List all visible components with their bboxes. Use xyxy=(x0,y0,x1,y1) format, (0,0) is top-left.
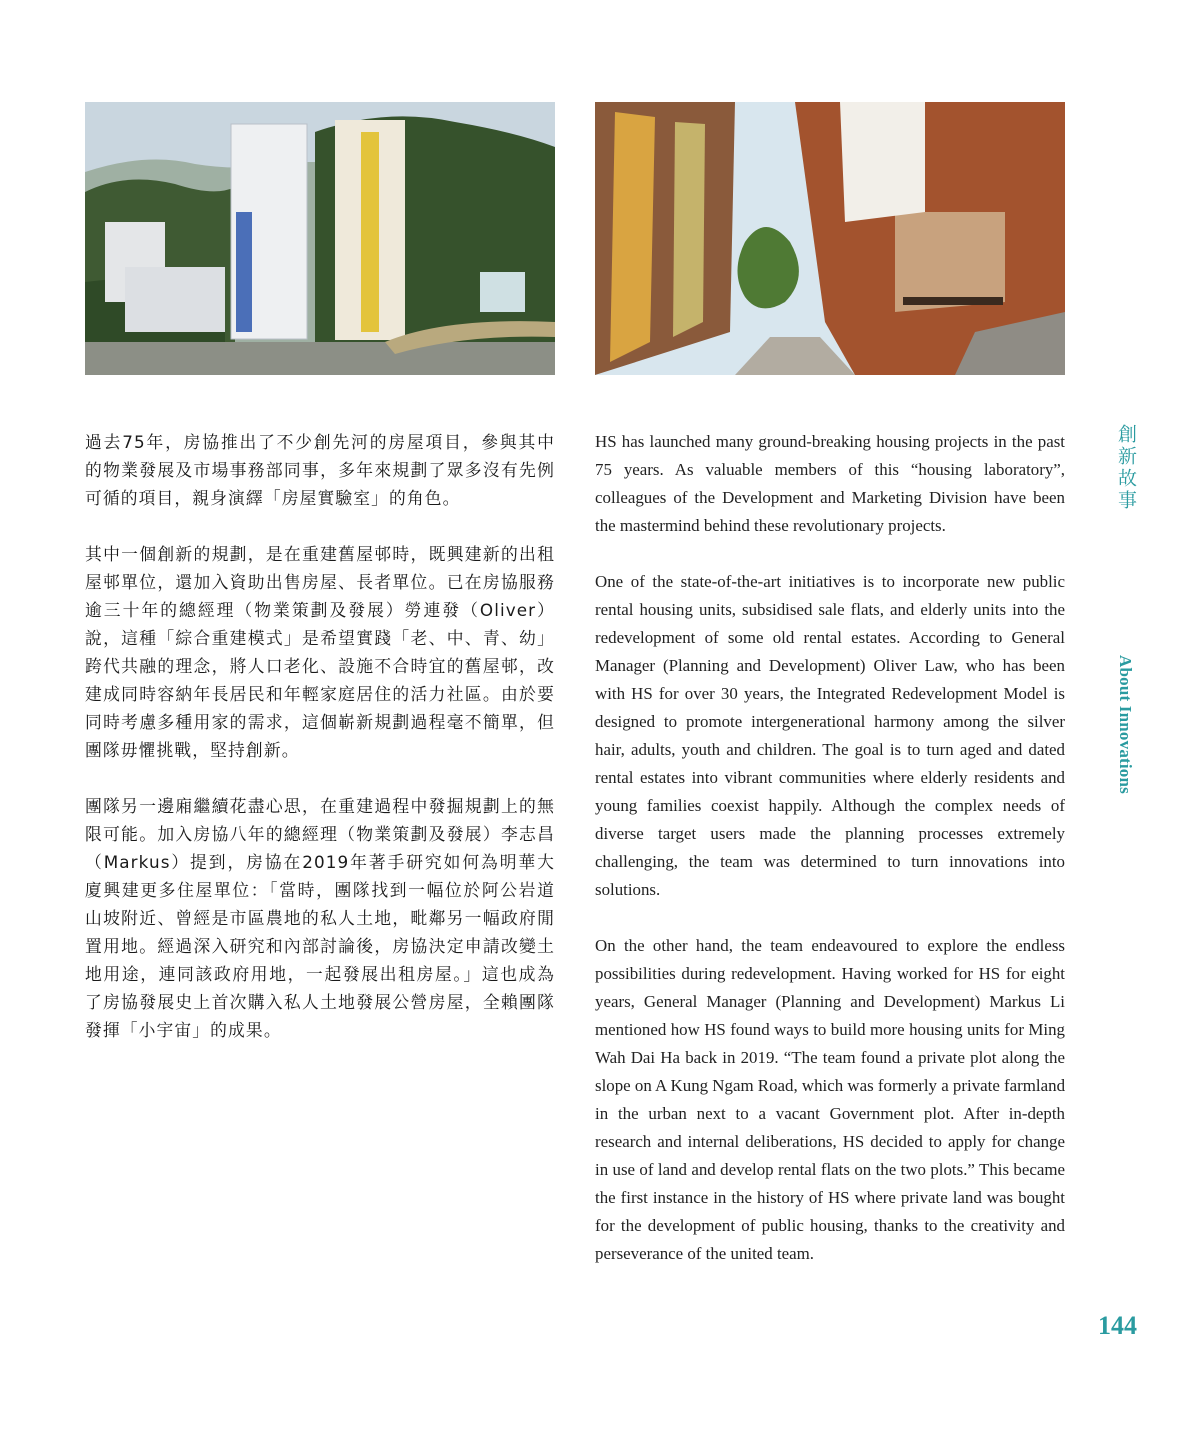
section-label-zh: 創新故事 xyxy=(1115,424,1137,512)
section-label-en: About Innovations xyxy=(1116,655,1135,794)
estate-courtyard-photo xyxy=(595,102,1065,375)
page-number: 144 xyxy=(1098,1311,1137,1340)
en-paragraph-1: HS has launched many ground-breaking housing projects in the past 75 years. As valuable members of this “housing laboratory”, colleagues of the Development and Marketing Division have been the mastermind behind these revolutionary projects. xyxy=(595,432,1065,535)
english-body-text xyxy=(595,428,1065,1296)
en-paragraph-2: One of the state-of-the-art initiatives is to incorporate new public rental housing units, subsidised sale flats, and elderly units into the redevelopment of some old rental estates. According to General Manager (Planning and Development) Oliver Law, who has been with HS for over 30 years, the Integrated Redevelopment Model is designed to promote intergenerational harmony among the silver hair, adults, youth and children. The goal is to turn aged and dated rental estates into vibrant communities where elderly residents and young families coexist happily. Although the complex needs of diverse target users made the planning processes extremely challenging, the team was determined to turn innovations into solutions. xyxy=(595,572,1065,899)
en-paragraph-3: On the other hand, the team endeavoured to explore the endless possibilities during redevelopment. Having worked for HS for eight years, General Manager (Planning and Development) Markus Li mentioned how HS found ways to build more housing units for Ming Wah Dai Ha back in 2019. “The team found a private plot along the slope on A Kung Ngam Road, which was formerly a private farmland in the urban next to a vacant Government plot. After in-depth research and internal deliberations, HS decided to apply for change in use of land and develop rental flats on the two plots.” This became the first instance in the history of HS where private land was bought for the development of public housing, thanks to the creativity and perseverance of the united team. xyxy=(595,936,1066,1263)
zh-paragraph-1: 過去75年，房協推出了不少創先河的房屋項目，參與其中的物業發展及市場事務部同事，多年來規劃了眾多沒有先例可循的項目，親身演繹「房屋實驗室」的角色。 xyxy=(85,432,555,508)
chinese-body-text xyxy=(85,428,555,1072)
zh-paragraph-2: 其中一個創新的規劃，是在重建舊屋邨時，既興建新的出租屋邨單位，還加入資助出售房屋、長者單位。已在房協服務逾三十年的總經理（物業策劃及發展）勞連發（Oliver）說，這種「綜合重建模式」是希望實踐「老、中、青、幼」跨代共融的理念，將人口老化、設施不合時宜的舊屋邨，改建成同時容納年長居民和年輕家庭居住的活力社區。由於要同時考慮多種用家的需求，這個嶄新規劃過程毫不簡單，但團隊毋懼挑戰，堅持創新。 xyxy=(85,544,555,760)
housing-estate-photo xyxy=(85,102,555,375)
zh-paragraph-3: 團隊另一邊廂繼續花盡心思，在重建過程中發掘規劃上的無限可能。加入房協八年的總經理（物業策劃及發展）李志昌（Markus）提到，房協在2019年著手研究如何為明華大廈興建更多住屋單位：「當時，團隊找到一幅位於阿公岩道山坡附近、曾經是市區農地的私人土地，毗鄰另一幅政府閒置用地。經過深入研究和內部討論後，房協決定申請改變土地用途，連同該政府用地，一起發展出租房屋。」這也成為了房協發展史上首次購入私人土地發展公營房屋，全賴團隊發揮「小宇宙」的成果。 xyxy=(85,796,555,1040)
